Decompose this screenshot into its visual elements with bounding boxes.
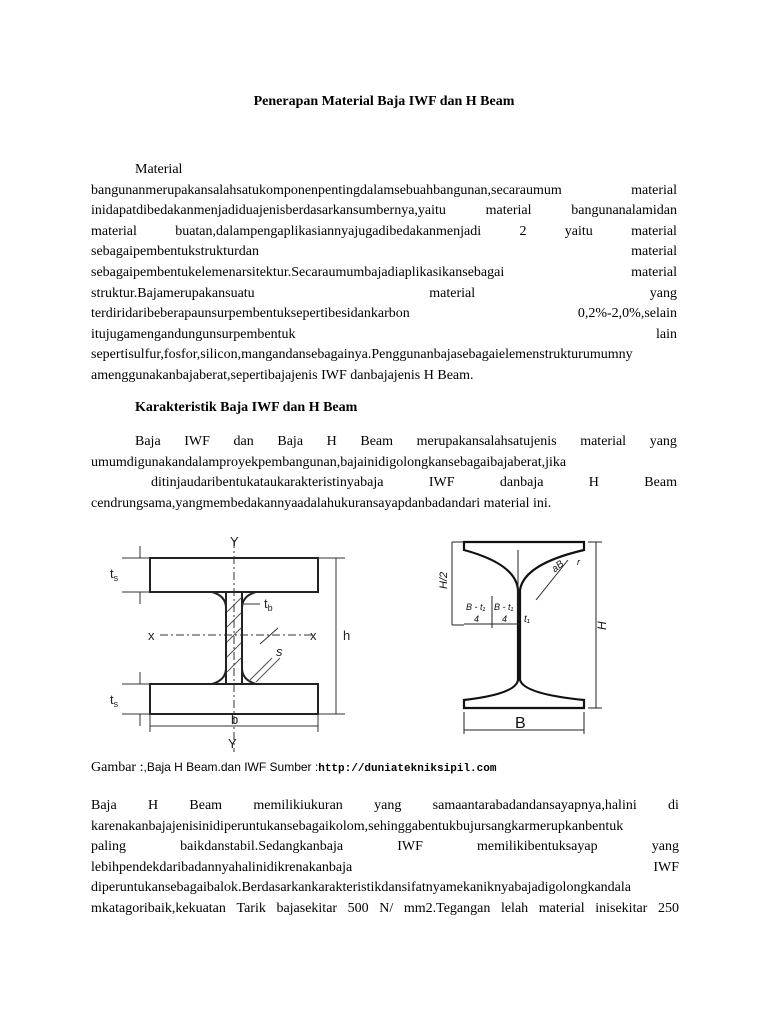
flange-dim-left-divisor: 4: [474, 614, 480, 624]
word: material: [91, 223, 137, 239]
word: sepertisulfur,fosfor,silicon,mangandansebagainya.Penggunanbajasebagaielemenstrukturumumny: [91, 347, 633, 363]
word: danbaja: [499, 475, 544, 491]
word: lebihpendekdaribadannyahalinidikrenakanbaja: [91, 859, 353, 875]
half-height-label: H/2: [438, 571, 450, 589]
slope-label: aB: [549, 558, 567, 575]
word: Beam: [360, 434, 394, 449]
h-beam-profile-figure: [412, 530, 612, 750]
word: mkatagoribaik,kekuatan: [91, 900, 226, 916]
word: material: [631, 182, 677, 198]
word: yang: [374, 798, 402, 813]
width-label: B: [515, 715, 526, 732]
word: N/: [379, 900, 394, 916]
word: baikdanstabil.Sedangkanbaja: [180, 839, 344, 855]
word: struktur.Bajamerupakansuatu: [91, 285, 255, 301]
section-heading: Karakteristik Baja IWF dan H Beam: [135, 400, 358, 415]
text-line: [91, 181, 677, 202]
word: memilikiukuran: [253, 798, 343, 813]
word: memilikibentuksayap: [477, 839, 598, 855]
figure-caption: [91, 760, 496, 776]
flange-dim-left-label: B - t₁: [466, 602, 486, 612]
h-label: h: [343, 628, 351, 643]
s-label: s: [276, 644, 283, 659]
word: H: [147, 798, 159, 813]
tb-label: $t_b$: [264, 596, 273, 613]
comparison-paragraph: [91, 796, 679, 920]
caption-source-link[interactable]: http://duniatekniksipil.com: [318, 763, 497, 775]
text-line: [91, 222, 677, 243]
word: material: [485, 203, 532, 219]
word: 500: [347, 900, 369, 916]
word: sebagaipembentukelemenarsitektur.Secaraumumbajadiaplikasikansebagai: [91, 264, 505, 280]
text-line: [91, 201, 677, 222]
word: yang: [649, 285, 677, 301]
word: amenggunakanbajaberat,sepertibajajenis IWF danbajajenis H Beam.: [91, 367, 474, 383]
word: paling: [91, 839, 126, 855]
word: H: [588, 475, 599, 491]
word: lelah: [500, 900, 529, 916]
word: buatan,dalampengaplikasiannyajugadibedakanmenjadi: [175, 223, 482, 239]
y-axis-label-bottom: Y: [228, 736, 237, 751]
word: material: [429, 285, 476, 301]
word: diperuntukansebagaibalok.Berdasarkankarakteristikdansifatnyamekaniknyabajadigolongkandala: [91, 880, 631, 896]
word: umumdigunakandalamproyekpembangunan,bajainidigolongkansebagaibajaberat,jika: [91, 454, 567, 470]
text-line: [91, 345, 677, 366]
word: mm2.Tegangan: [403, 900, 491, 916]
word: Beam: [644, 475, 677, 491]
text-line: [91, 817, 679, 838]
word: merupakansalahsatujenis: [416, 434, 557, 449]
page-title: Penerapan Material Baja IWF dan H Beam: [253, 94, 515, 109]
word: IWF: [397, 839, 423, 855]
word: material: [631, 223, 677, 239]
word: 250: [657, 900, 679, 916]
word: material: [631, 264, 677, 280]
word: Tarik: [236, 900, 266, 916]
x-axis-label-right: x: [310, 628, 317, 643]
word: yang: [651, 839, 679, 855]
word: IWF: [653, 859, 679, 875]
b-label: b: [231, 712, 239, 727]
word: inisekitar: [595, 900, 648, 916]
text-line: [135, 432, 677, 453]
word: IWF: [428, 475, 455, 491]
word: karenakanbajajenisinidiperuntukansebagaikolom,sehinggabentukbujursangkarmerupkanbentuk: [91, 818, 624, 834]
word: material: [538, 900, 585, 916]
word: bajasekitar: [276, 900, 338, 916]
word: cendrungsama,yangmembedakannyaadalahukuransayapdanbadandari material ini.: [91, 495, 552, 511]
word: material: [580, 434, 627, 449]
word: 2: [519, 223, 527, 239]
word: bangunanmerupakansalahsatukomponenpentingdalamsebuahbangunan,secaraumum: [91, 182, 562, 198]
text-line: [91, 494, 677, 515]
characteristics-paragraph: [91, 432, 677, 514]
word: di: [668, 798, 679, 813]
word: ditinjaudaribentukataukarakteristinyabaja: [151, 475, 384, 491]
word: Beam: [189, 798, 223, 813]
word: samaantarabadandansayapnya,halini: [432, 798, 637, 813]
ts-bottom-label: $t_s$: [110, 692, 119, 709]
text-line: [91, 796, 679, 817]
text-line: [91, 366, 677, 387]
text-line: [91, 304, 677, 325]
word: yaitu: [564, 223, 593, 239]
caption-label: Gambar :: [91, 760, 144, 775]
y-axis-label-top: Y: [230, 534, 239, 549]
word: bangunanalamidan: [571, 203, 677, 219]
radius-label-top: r: [577, 557, 580, 567]
ts-top-label: $t_s$: [110, 566, 119, 583]
text-line: [91, 263, 677, 284]
x-axis-label-left: x: [148, 628, 155, 643]
word: H: [326, 434, 337, 449]
word: inidapatdibedakanmenjadiduajenisberdasarkansumbernya,yaitu: [91, 203, 446, 219]
text-line: [91, 325, 677, 346]
text-line: [91, 284, 677, 305]
text-line: [91, 837, 679, 858]
word: lain: [656, 326, 677, 342]
word: Baja: [135, 434, 161, 449]
word: material: [631, 244, 677, 260]
word: 0,2%-2,0%,selain: [577, 306, 677, 322]
caption-text: ,Baja H Beam.dan IWF Sumber :: [143, 760, 319, 774]
word: Baja: [91, 798, 117, 813]
iwf-cross-section-figure: [100, 532, 370, 762]
text-line: [91, 242, 677, 263]
word: yang: [649, 434, 677, 449]
flange-dim-right-divisor: 4: [502, 614, 508, 624]
web-thickness-label: t₁: [524, 614, 530, 625]
word: sebagaipembentukstrukturdan: [91, 244, 259, 260]
text-line: [121, 473, 677, 494]
text-line: [91, 453, 677, 474]
word: IWF: [184, 434, 210, 449]
word: Material: [135, 162, 183, 177]
height-label: H: [595, 621, 609, 630]
word: itujugamengandungunsurpembentuk: [91, 326, 296, 342]
text-line: [91, 899, 679, 920]
text-line: [135, 160, 677, 181]
word: terdiridaribeberapaunsurpembentuksepertibesidankarbon: [91, 306, 410, 322]
word: dan: [233, 434, 254, 449]
intro-paragraph: [91, 160, 677, 387]
text-line: [91, 858, 679, 879]
word: Baja: [277, 434, 304, 449]
flange-dim-right-label: B - t₁: [494, 602, 514, 612]
text-line: [91, 878, 679, 899]
